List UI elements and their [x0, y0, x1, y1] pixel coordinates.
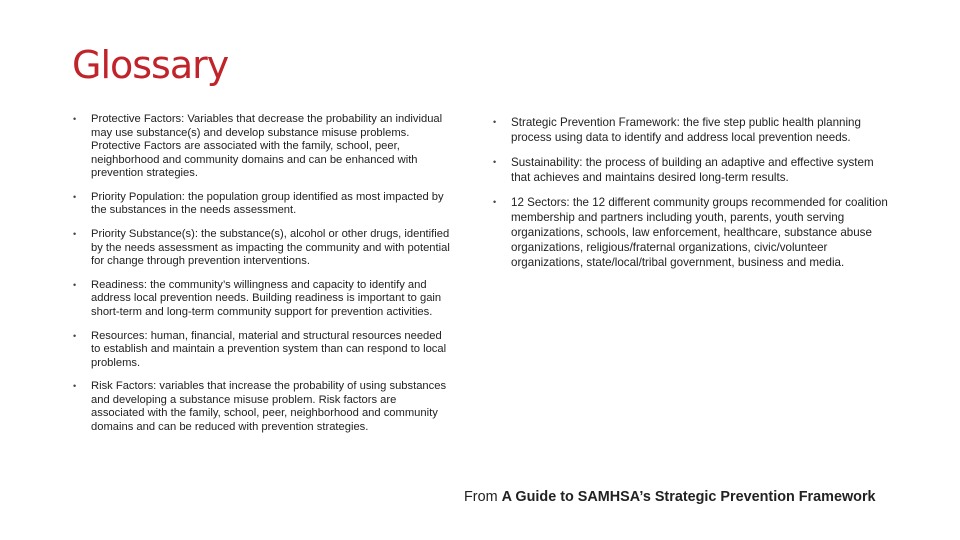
glossary-right-column: [492, 115, 892, 280]
glossary-item-text: • Resources: human, financial, material and structural resources needed to establish and maintain a prevention system than can respond to local problems.: [91, 329, 447, 369]
glossary-item-text: • Protective Factors: Variables that decrease the probability an individual may use substance(s) and develop substance misuse problems. Protective Factors are associated with the family, school, peer, neighborhood and community domains and can be enhanced with prevention strategies.: [91, 113, 443, 179]
glossary-item-resources: [72, 330, 452, 371]
glossary-left-column: [72, 113, 452, 445]
glossary-item-text: • Strategic Prevention Framework: the five step public health planning process using data to identify and address local prevention needs.: [511, 116, 861, 144]
glossary-item-strategic-prevention-framework: [492, 115, 892, 145]
glossary-item-text: • Readiness: the community’s willingness and capacity to identify and address local prevention needs. Building readiness is important to gain short-term and long-term community support for prevention activities.: [91, 278, 442, 318]
page-title: Glossary: [72, 43, 229, 87]
glossary-item-text: • Priority Population: the population group identified as most impacted by the substances in the needs assessment.: [91, 190, 444, 217]
glossary-item-sustainability: [492, 155, 892, 185]
glossary-item-risk-factors: [72, 380, 452, 434]
glossary-item-text: • Risk Factors: variables that increase the probability of using substances and developing a substance misuse problem. Risk factors are associated with the family, school, peer, neighborhood and community domains and can be reduced with prevention strategies.: [91, 380, 447, 433]
glossary-item-protective-factors: [72, 113, 452, 181]
glossary-item-12-sectors: [492, 195, 892, 270]
glossary-item-priority-population: [72, 191, 452, 218]
source-citation: [464, 488, 876, 506]
glossary-item-text: • 12 Sectors: the 12 different community groups recommended for coalition membership and partners including youth, parents, youth serving organizations, schools, law enforcement, healthcare, substance abuse organizations, religious/fraternal organizations, civic/volunteer organizations, state/local/tribal government, business and media.: [511, 196, 888, 269]
glossary-item-text: • Sustainability: the process of building an adaptive and effective system that achieves and maintains desired long-term results.: [511, 156, 874, 184]
glossary-item-readiness: [72, 279, 452, 320]
glossary-item-text: • Priority Substance(s): the substance(s), alcohol or other drugs, identified by the needs assessment as impacting the community and with potential for change through prevention interventions.: [91, 228, 450, 268]
source-title: A Guide to SAMHSA’s Strategic Prevention Framework: [501, 489, 876, 505]
source-prefix: From: [464, 489, 498, 505]
glossary-item-priority-substances: [72, 228, 452, 269]
